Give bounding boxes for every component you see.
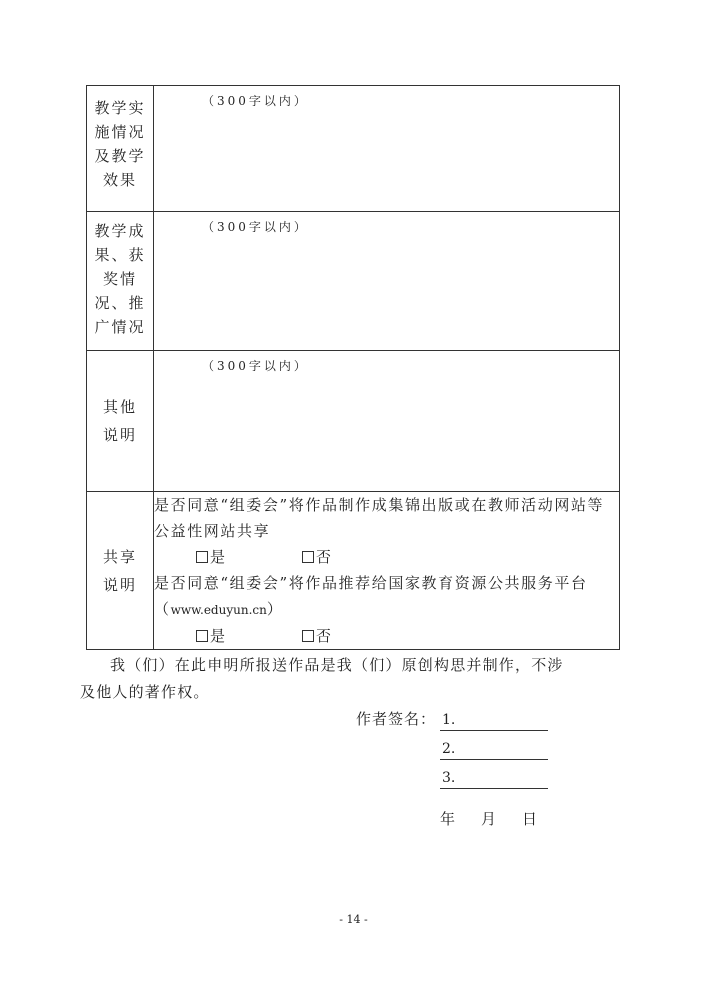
signature-row-2	[356, 735, 548, 764]
signature-row-3	[356, 764, 548, 793]
option-yes-label: 是	[210, 627, 226, 645]
platform-url: www.eduyun.cn	[170, 603, 267, 617]
sharing-options-1	[154, 544, 619, 570]
sharing-question-2-close: ）	[266, 600, 284, 618]
row-label-text: 教学实施情况及教学效果	[94, 99, 146, 189]
table-row-sharing	[87, 492, 620, 650]
option-yes-1[interactable]	[196, 544, 302, 570]
signature-row-1	[356, 706, 548, 735]
table-row-achievements	[87, 212, 620, 351]
declaration-line-2: 及他人的著作权。	[80, 683, 210, 701]
row-label-teaching-implementation	[87, 86, 154, 212]
originality-declaration	[80, 652, 620, 706]
option-yes-label: 是	[210, 548, 226, 566]
declaration-line-1: 我（们）在此申明所报送作品是我（们）原创构思并制作，不涉	[110, 656, 564, 674]
option-no-2[interactable]	[302, 623, 408, 649]
row-label-sharing	[87, 492, 154, 650]
row-label-text: 教学成果、获奖情况、推广情况	[94, 222, 146, 336]
table-row-teaching-implementation	[87, 86, 620, 212]
sharing-question-2-text: 是否同意“组委会”将作品推荐给国家教育资源公共服务平台（	[154, 574, 588, 618]
sharing-options-2	[154, 623, 619, 649]
page-number: - 14 -	[339, 913, 368, 926]
signature-line-2[interactable]: 2.	[440, 740, 548, 760]
checkbox-icon[interactable]	[196, 630, 208, 642]
option-no-1[interactable]	[302, 544, 408, 570]
checkbox-icon[interactable]	[302, 630, 314, 642]
date-day: 日	[522, 810, 538, 828]
word-limit-hint: （300字以内）	[202, 220, 309, 234]
word-limit-hint: （300字以内）	[202, 94, 309, 108]
checkbox-icon[interactable]	[196, 551, 208, 563]
sharing-question-2	[154, 570, 619, 623]
signature-line-1[interactable]: 1.	[440, 711, 548, 731]
row-label-achievements	[87, 212, 154, 351]
option-yes-2[interactable]	[196, 623, 302, 649]
signature-block	[356, 706, 548, 793]
option-no-label: 否	[316, 548, 332, 566]
signature-label: 作者签名：	[356, 710, 437, 728]
table-row-other-notes	[87, 351, 620, 492]
application-form-table	[86, 85, 620, 650]
content-cell-sharing	[154, 492, 620, 650]
date-month: 月	[481, 810, 497, 828]
checkbox-icon[interactable]	[302, 551, 314, 563]
content-cell-teaching-implementation[interactable]	[154, 86, 620, 212]
content-cell-other-notes[interactable]	[154, 351, 620, 492]
word-limit-hint: （300字以内）	[202, 359, 309, 373]
date-year: 年	[440, 810, 456, 828]
content-cell-achievements[interactable]	[154, 212, 620, 351]
sharing-label-text: 共享说明	[103, 547, 138, 594]
row-label-other-notes	[87, 351, 154, 492]
signature-line-3[interactable]: 3.	[440, 769, 548, 789]
sharing-question-1: 是否同意“组委会”将作品制作成集锦出版或在教师活动网站等公益性网站共享	[154, 496, 605, 540]
option-no-label: 否	[316, 627, 332, 645]
row-label-text: 其他说明	[103, 398, 138, 444]
date-block	[440, 808, 563, 829]
